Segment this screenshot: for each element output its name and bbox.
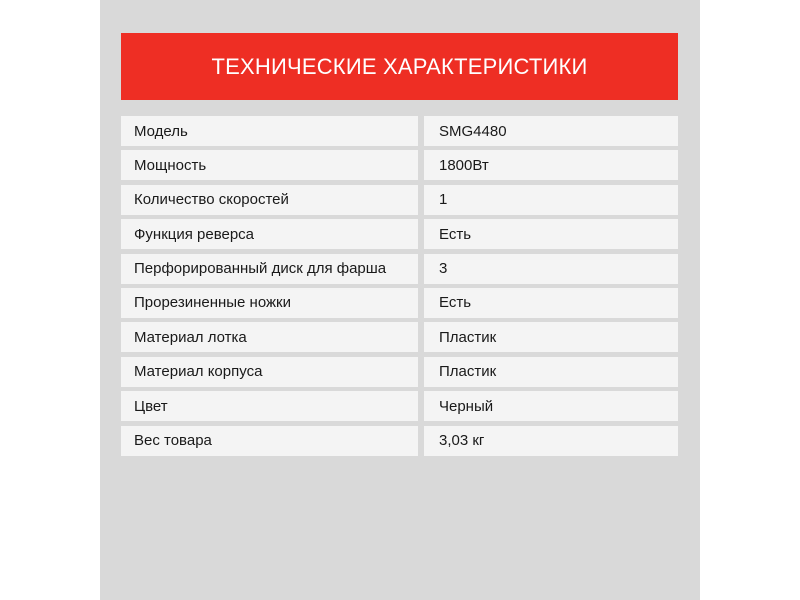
spec-label: Функция реверса bbox=[121, 219, 418, 249]
table-row bbox=[121, 150, 678, 180]
spec-label: Модель bbox=[121, 116, 418, 146]
table-row bbox=[121, 219, 678, 249]
spec-value: Есть bbox=[424, 219, 678, 249]
table-row bbox=[121, 288, 678, 318]
table-row bbox=[121, 116, 678, 146]
table-row bbox=[121, 426, 678, 456]
spec-label: Цвет bbox=[121, 391, 418, 421]
spec-label: Количество скоростей bbox=[121, 185, 418, 215]
spec-value: Есть bbox=[424, 288, 678, 318]
spec-label: Материал корпуса bbox=[121, 357, 418, 387]
spec-label: Мощность bbox=[121, 150, 418, 180]
spec-value: 1 bbox=[424, 185, 678, 215]
table-row bbox=[121, 185, 678, 215]
spec-value: 3 bbox=[424, 254, 678, 284]
spec-value: Черный bbox=[424, 391, 678, 421]
table-row bbox=[121, 322, 678, 352]
spec-value: Пластик bbox=[424, 322, 678, 352]
page-title bbox=[121, 33, 678, 100]
spec-label: Вес товара bbox=[121, 426, 418, 456]
spec-label: Прорезиненные ножки bbox=[121, 288, 418, 318]
table-row bbox=[121, 357, 678, 387]
page-title-text: ТЕХНИЧЕСКИЕ ХАРАКТЕРИСТИКИ bbox=[211, 53, 588, 79]
table-row bbox=[121, 254, 678, 284]
spec-value: Пластик bbox=[424, 357, 678, 387]
spec-value: 3,03 кг bbox=[424, 426, 678, 456]
table-row bbox=[121, 391, 678, 421]
spec-label: Материал лотка bbox=[121, 322, 418, 352]
spec-table bbox=[121, 116, 678, 460]
spec-label: Перфорированный диск для фарша bbox=[121, 254, 418, 284]
spec-value: SMG4480 bbox=[424, 116, 678, 146]
spec-value: 1800Вт bbox=[424, 150, 678, 180]
